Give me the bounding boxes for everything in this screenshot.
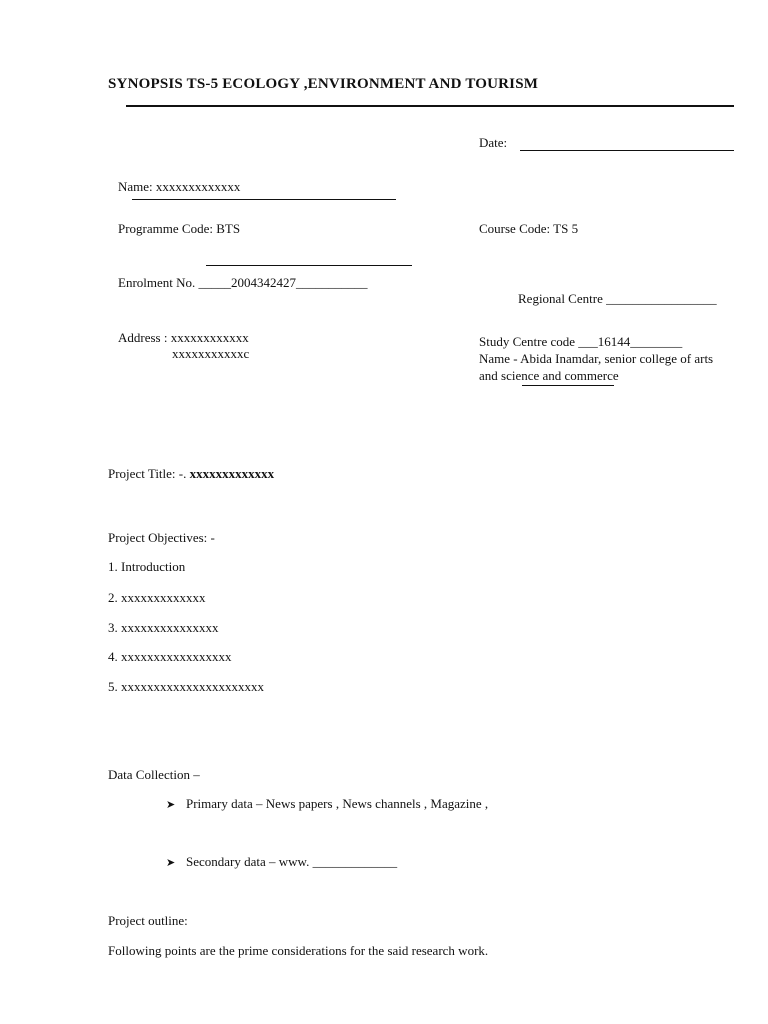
project-title-label: Project Title: -.: [108, 466, 187, 481]
address-line-2: xxxxxxxxxxxc: [172, 346, 250, 361]
arrow-bullet-icon: ➤: [166, 799, 176, 811]
arrow-bullet-icon: ➤: [166, 857, 176, 869]
address-line-1: Address : xxxxxxxxxxxx: [118, 330, 249, 345]
project-title: [108, 466, 274, 482]
study-centre-name-line-2: and science and commerce: [479, 368, 619, 383]
programme-code: Programme Code: BTS: [118, 221, 241, 236]
objective-item: 3. xxxxxxxxxxxxxxx: [108, 620, 219, 635]
page-title: SYNOPSIS TS-5 ECOLOGY ,ENVIRONMENT AND TOURISM: [108, 76, 539, 92]
project-title-value: xxxxxxxxxxxxx: [189, 466, 275, 481]
objectives-heading: Project Objectives: -: [108, 530, 215, 545]
regional-centre: Regional Centre _________________: [518, 291, 717, 306]
date-field[interactable]: [520, 150, 734, 151]
outline-text: Following points are the prime considerations for the said research work.: [108, 943, 489, 958]
study-centre-code: Study Centre code ___16144________: [479, 334, 683, 349]
data-item-text: Secondary data – www. _____________: [186, 854, 398, 869]
date-label: Date:: [479, 135, 508, 150]
title-underline: [126, 105, 734, 107]
outline-heading: Project outline:: [108, 913, 188, 928]
course-code: Course Code: TS 5: [479, 221, 579, 236]
data-item-primary: [166, 796, 488, 813]
objective-item: 2. xxxxxxxxxxxxx: [108, 590, 206, 605]
objective-item: 1. Introduction: [108, 559, 186, 574]
data-item-secondary: [166, 854, 397, 871]
blank-line[interactable]: [206, 265, 412, 266]
data-item-text: Primary data – News papers , News channels , Magazine ,: [186, 796, 489, 811]
objective-item: 5. xxxxxxxxxxxxxxxxxxxxxx: [108, 679, 264, 694]
study-centre-underline: [522, 385, 614, 386]
objective-item: 4. xxxxxxxxxxxxxxxxx: [108, 649, 232, 664]
name-field[interactable]: [132, 199, 396, 200]
name-label: Name: xxxxxxxxxxxxx: [118, 179, 241, 194]
enrolment-number: Enrolment No. _____2004342427___________: [118, 275, 368, 290]
study-centre-name-line-1: Name - Abida Inamdar, senior college of arts: [479, 351, 714, 366]
data-collection-heading: Data Collection –: [108, 767, 200, 782]
